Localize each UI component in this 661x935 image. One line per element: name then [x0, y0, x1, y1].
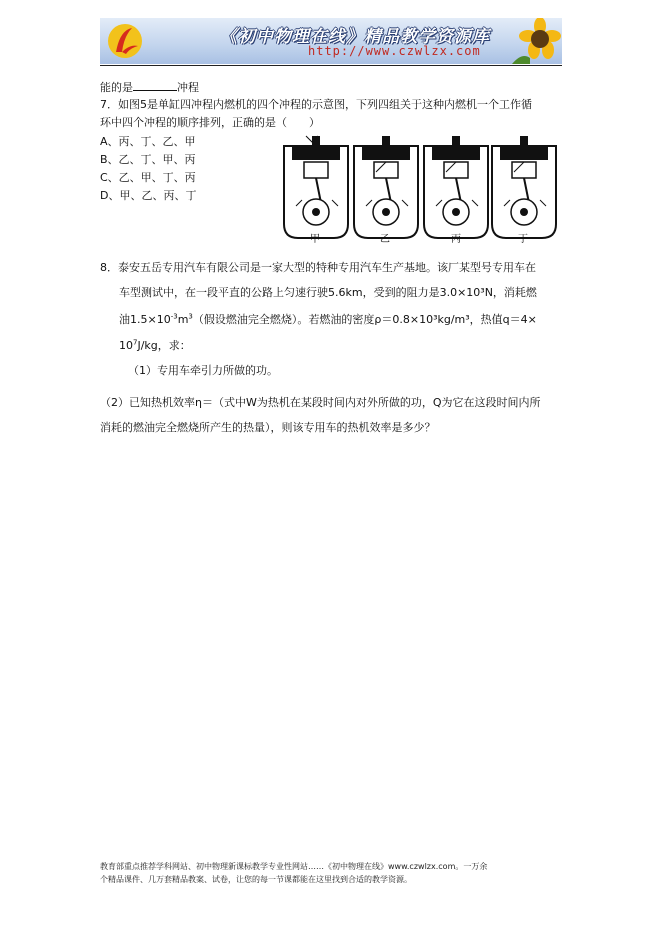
q8-sub2-line2: 消耗的燃油完全燃烧所产生的热量），则该专用车的热机效率是多少？: [100, 421, 436, 434]
answer-blank: [133, 80, 177, 91]
engine-yi-icon: [354, 136, 418, 238]
q8-sub1: （1）专用车牵引力所做的功。: [128, 364, 278, 377]
q8-line4: [119, 339, 191, 353]
q6-tail: [100, 80, 199, 95]
q8-line1: 8．泰安五岳专用汽车有限公司是一家大型的特种专用汽车生产基地。该厂某型号专用车在: [100, 261, 536, 274]
header-banner: [100, 18, 562, 64]
q8-line3-exp1: -3: [170, 312, 178, 321]
figure-label-yi: 乙: [380, 234, 390, 245]
engine-bing-icon: [424, 136, 488, 238]
q8-line3: [119, 313, 537, 327]
q8-line4-part2: J/kg，求：: [137, 339, 191, 352]
page-footer: [100, 860, 566, 886]
figure-label-bing: 丙: [451, 234, 461, 245]
engine-stroke-diagram: [278, 132, 560, 244]
engine-ding-icon: [492, 136, 556, 238]
q8-line4-exp: 7: [133, 338, 138, 347]
q7-line2: 环中四个冲程的顺序排列，正确的是（ ）: [100, 116, 320, 129]
q8-line2: 车型测试中，在一段平直的公路上匀速行驶5.6km，受到的阻力是3.0×10³N，消耗燃: [119, 286, 537, 299]
q7-option-c: C、乙、甲、丁、丙: [100, 171, 196, 184]
figure-label-ding: 丁: [518, 234, 528, 245]
q7-option-a: A、丙、丁、乙、甲: [100, 135, 196, 148]
q8-line4-part1: 10: [119, 339, 133, 352]
q8-line3-part2: m: [177, 313, 189, 326]
header-rule: [100, 65, 562, 66]
q6-text-before: 能的是: [100, 81, 133, 94]
q7-line1: 7．如图5是单缸四冲程内燃机的四个冲程的示意图，下列四组关于这种内燃机一个工作循: [100, 98, 532, 111]
figure-label-jia: 甲: [310, 234, 320, 245]
site-title: 《初中物理在线》精品教学资源库: [220, 27, 490, 47]
q8-line3-part3: （假设燃油完全燃烧）。若燃油的密度ρ＝0.8×10³kg/m³，热值q＝4×: [192, 313, 537, 326]
engine-jia-icon: [284, 136, 348, 238]
sunflower-image: [512, 18, 562, 64]
footer-line1: 教育部重点推荐学科网站、初中物理新课标教学专业性网站……《初中物理在线》www.czwlzx.com。一万余: [100, 862, 488, 871]
q8-line3-exp2: 3: [188, 312, 193, 321]
q8-sub2-line1: （2）已知热机效率η＝（式中W为热机在某段时间内对外所做的功，Q为它在这段时间内所: [100, 396, 541, 409]
site-logo: [106, 22, 144, 60]
site-url[interactable]: http://www.czwlzx.com: [308, 44, 481, 58]
footer-line2: 个精品课件、几万套精品教案、试卷，让您的每一节课都能在这里找到合适的教学资源。: [100, 875, 412, 884]
q7-option-d: D、甲、乙、丙、丁: [100, 189, 197, 202]
q7-option-b: B、乙、丁、甲、丙: [100, 153, 196, 166]
q8-line3-part1: 油1.5×10: [119, 313, 171, 326]
q6-text-after: 冲程: [177, 81, 199, 94]
